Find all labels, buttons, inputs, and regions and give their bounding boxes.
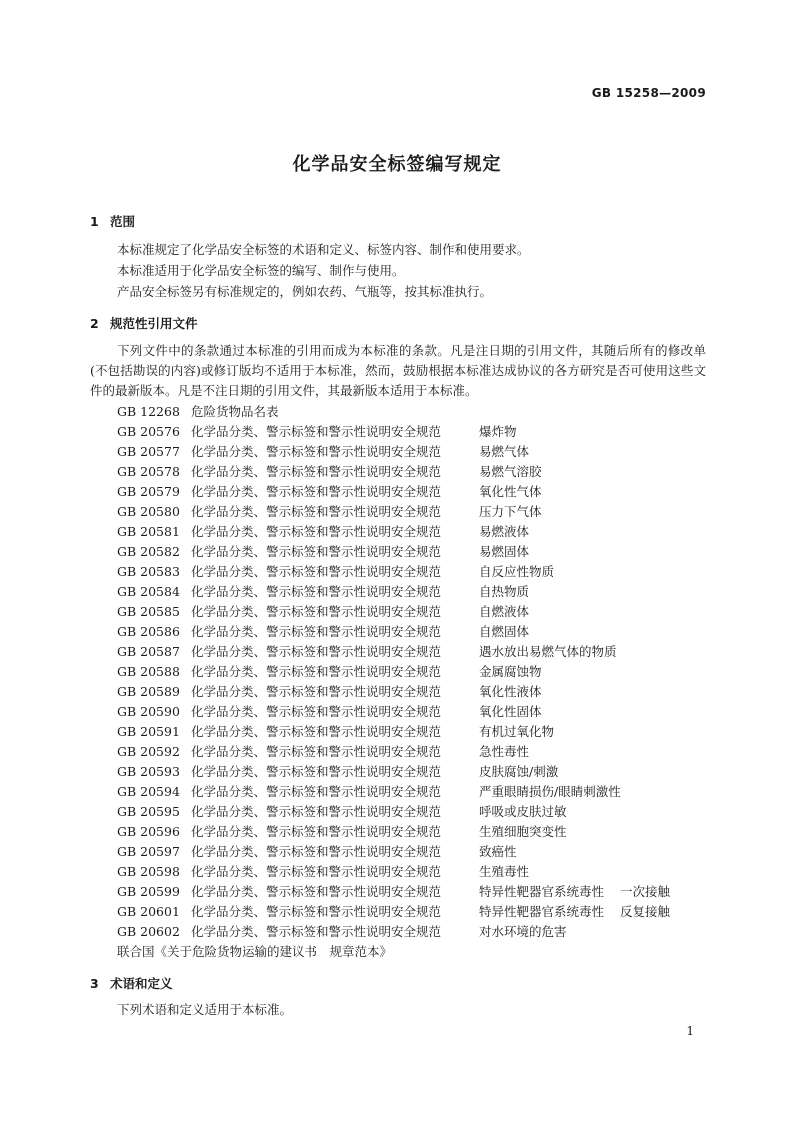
reference-series-title: 化学品分类、警示标签和警示性说明安全规范 [191, 584, 442, 599]
reference-series-title: 化学品分类、警示标签和警示性说明安全规范 [191, 484, 442, 499]
reference-part-title: 有机过氧化物 [479, 724, 555, 739]
reference-item [117, 922, 670, 942]
reference-item [117, 562, 670, 582]
reference-code: GB 20577 [117, 444, 180, 459]
reference-part-title: 自反应性物质 [479, 564, 555, 579]
reference-code: GB 20587 [117, 644, 180, 659]
reference-part-title: 对水环境的危害 [479, 924, 567, 939]
reference-part-title: 生殖细胞突变性 [479, 824, 567, 839]
reference-code: GB 20581 [117, 524, 180, 539]
reference-series-title: 化学品分类、警示标签和警示性说明安全规范 [191, 784, 442, 799]
reference-series-title: 化学品分类、警示标签和警示性说明安全规范 [191, 604, 442, 619]
reference-code: GB 20582 [117, 544, 180, 559]
reference-series-title: 化学品分类、警示标签和警示性说明安全规范 [191, 684, 442, 699]
reference-code: GB 20579 [117, 484, 180, 499]
page-number: 1 [686, 1024, 694, 1038]
reference-code: GB 20580 [117, 504, 180, 519]
reference-item [117, 722, 670, 742]
reference-series-title: 化学品分类、警示标签和警示性说明安全规范 [191, 524, 442, 539]
reference-item [117, 882, 670, 902]
reference-item [117, 462, 670, 482]
reference-part-title: 易燃气溶胶 [479, 464, 542, 479]
reference-part-title: 爆炸物 [479, 424, 517, 439]
reference-series-title: 化学品分类、警示标签和警示性说明安全规范 [191, 724, 442, 739]
reference-code: GB 20578 [117, 464, 180, 479]
reference-item [117, 442, 670, 462]
reference-code: GB 20584 [117, 584, 180, 599]
reference-part-title: 严重眼睛损伤/眼睛刺激性 [479, 784, 621, 799]
reference-part-title: 压力下气体 [479, 504, 542, 519]
reference-series-title: 化学品分类、警示标签和警示性说明安全规范 [191, 704, 442, 719]
reference-item [117, 502, 670, 522]
reference-part-title: 呼吸或皮肤过敏 [479, 804, 567, 819]
reference-part-title: 氧化性液体 [479, 684, 542, 699]
reference-part-title: 遇水放出易燃气体的物质 [479, 644, 617, 659]
reference-code: GB 20591 [117, 724, 180, 739]
reference-part-subtitle: 反复接触 [620, 904, 671, 919]
document-title: 化学品安全标签编写规定 [292, 154, 502, 175]
reference-series-title: 化学品分类、警示标签和警示性说明安全规范 [191, 864, 442, 879]
reference-item [117, 702, 670, 722]
section-2-heading [90, 314, 198, 332]
reference-code: GB 20583 [117, 564, 180, 579]
reference-item [117, 902, 670, 922]
reference-item [117, 622, 670, 642]
reference-part-title: 特异性靶器官系统毒性 [479, 884, 605, 899]
reference-code: GB 20594 [117, 784, 180, 799]
reference-series-title: 化学品分类、警示标签和警示性说明安全规范 [191, 744, 442, 759]
reference-code: GB 20592 [117, 744, 180, 759]
reference-item [117, 542, 670, 562]
reference-series-title: 化学品分类、警示标签和警示性说明安全规范 [191, 444, 442, 459]
standard-code: GB 15258—2009 [591, 86, 706, 100]
reference-code: GB 20599 [117, 884, 180, 899]
reference-series-title: 化学品分类、警示标签和警示性说明安全规范 [191, 624, 442, 639]
reference-part-title: 致癌性 [479, 844, 517, 859]
reference-item [117, 842, 670, 862]
section-number: 1 [90, 214, 99, 229]
reference-item [117, 762, 670, 782]
reference-item [117, 582, 670, 602]
reference-part-title: 自热物质 [479, 584, 530, 599]
scope-paragraph-2: 本标准适用于化学品安全标签的编写、制作与使用。 [117, 263, 405, 278]
reference-part-title: 皮肤腐蚀/刺激 [479, 764, 559, 779]
reference-code: GB 20576 [117, 424, 180, 439]
section-title: 术语和定义 [110, 976, 173, 991]
reference-part-title: 氧化性固体 [479, 704, 542, 719]
reference-title: 危险货物品名表 [191, 404, 279, 419]
section-title: 规范性引用文件 [110, 316, 198, 331]
reference-item [117, 782, 670, 802]
reference-item [117, 482, 670, 502]
reference-series-title: 化学品分类、警示标签和警示性说明安全规范 [191, 884, 442, 899]
reference-code: GB 20590 [117, 704, 180, 719]
terms-paragraph: 下列术语和定义适用于本标准。 [117, 1002, 293, 1017]
reference-item [117, 522, 670, 542]
reference-item [117, 402, 670, 422]
reference-item: 联合国《关于危险货物运输的建议书 规章范本》 [117, 944, 393, 959]
reference-series-title: 化学品分类、警示标签和警示性说明安全规范 [191, 464, 442, 479]
reference-code: GB 20588 [117, 664, 180, 679]
reference-part-title: 氧化性气体 [479, 484, 542, 499]
reference-code: GB 20586 [117, 624, 180, 639]
reference-item [117, 602, 670, 622]
reference-code: GB 20595 [117, 804, 180, 819]
reference-part-title: 特异性靶器官系统毒性 [479, 904, 605, 919]
reference-series-title: 化学品分类、警示标签和警示性说明安全规范 [191, 844, 442, 859]
reference-part-title: 易燃气体 [479, 444, 530, 459]
reference-code: GB 12268 [117, 404, 180, 419]
reference-code: GB 20602 [117, 924, 180, 939]
reference-series-title: 化学品分类、警示标签和警示性说明安全规范 [191, 904, 442, 919]
reference-series-title: 化学品分类、警示标签和警示性说明安全规范 [191, 804, 442, 819]
reference-item [117, 642, 670, 662]
reference-part-title: 急性毒性 [479, 744, 530, 759]
reference-part-subtitle: 一次接触 [620, 884, 671, 899]
reference-series-title: 化学品分类、警示标签和警示性说明安全规范 [191, 764, 442, 779]
scope-paragraph-3: 产品安全标签另有标准规定的，例如农药、气瓶等，按其标准执行。 [117, 284, 493, 299]
reference-item [117, 422, 670, 442]
reference-part-title: 自燃液体 [479, 604, 530, 619]
reference-code: GB 20598 [117, 864, 180, 879]
reference-series-title: 化学品分类、警示标签和警示性说明安全规范 [191, 424, 442, 439]
section-1-heading [90, 212, 135, 230]
reference-series-title: 化学品分类、警示标签和警示性说明安全规范 [191, 924, 442, 939]
reference-list [117, 402, 670, 962]
reference-item [117, 742, 670, 762]
reference-code: GB 20589 [117, 684, 180, 699]
reference-part-title: 易燃液体 [479, 524, 530, 539]
reference-code: GB 20596 [117, 824, 180, 839]
section-title: 范围 [110, 214, 136, 229]
reference-series-title: 化学品分类、警示标签和警示性说明安全规范 [191, 504, 442, 519]
reference-part-title: 自燃固体 [479, 624, 530, 639]
reference-series-title: 化学品分类、警示标签和警示性说明安全规范 [191, 644, 442, 659]
section-number: 2 [90, 316, 99, 331]
reference-series-title: 化学品分类、警示标签和警示性说明安全规范 [191, 824, 442, 839]
reference-series-title: 化学品分类、警示标签和警示性说明安全规范 [191, 544, 442, 559]
reference-item [117, 822, 670, 842]
references-intro: 下列文件中的条款通过本标准的引用而成为本标准的条款。凡是注日期的引用文件，其随后所有的修改单(不包括勘误的内容)或修订版均不适用于本标准，然而，鼓励根据本标准达成协议的各方研究是否可使用这些文件的最新版本。凡是不注日期的引用文件，其最新版本适用于本标准。 [90, 343, 706, 398]
reference-item [117, 862, 670, 882]
reference-item [117, 662, 670, 682]
scope-paragraph-1: 本标准规定了化学品安全标签的术语和定义、标签内容、制作和使用要求。 [117, 242, 530, 257]
reference-code: GB 20593 [117, 764, 180, 779]
section-3-heading [90, 974, 173, 992]
reference-part-title: 生殖毒性 [479, 864, 530, 879]
section-number: 3 [90, 976, 99, 991]
reference-code: GB 20585 [117, 604, 180, 619]
reference-code: GB 20597 [117, 844, 180, 859]
reference-item [117, 802, 670, 822]
reference-series-title: 化学品分类、警示标签和警示性说明安全规范 [191, 664, 442, 679]
reference-part-title: 金属腐蚀物 [479, 664, 542, 679]
reference-part-title: 易燃固体 [479, 544, 530, 559]
reference-code: GB 20601 [117, 904, 180, 919]
reference-item [117, 682, 670, 702]
reference-series-title: 化学品分类、警示标签和警示性说明安全规范 [191, 564, 442, 579]
